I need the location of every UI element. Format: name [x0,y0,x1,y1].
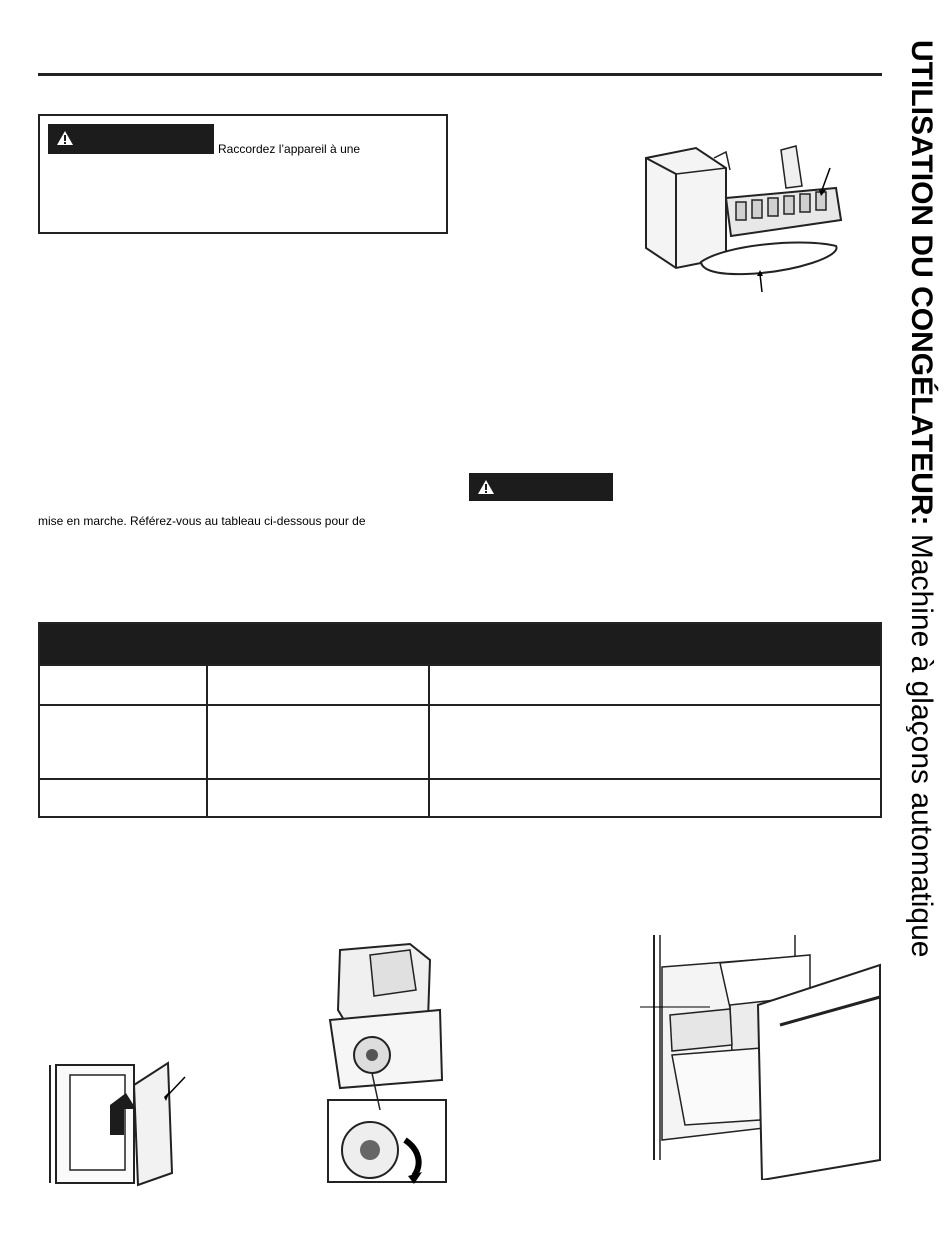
side-title-regular: Machine à glaçons automatique [905,533,938,958]
table-row [39,665,881,705]
warning-text: Raccordez l’appareil à une [218,142,361,156]
freezer-drawer-illustration [640,935,885,1180]
table-header [39,623,881,665]
warning-triangle-icon [56,130,74,146]
header-rule [38,73,882,76]
table-row [39,705,881,779]
ice-maker-illustration [636,140,846,296]
door-panel-illustration [40,1055,200,1190]
warning-label [48,124,214,154]
side-title-bold: UTILISATION DU CONGÉLATEUR: [905,40,938,526]
warning-triangle-icon [477,479,495,495]
ice-maker-table [38,622,882,818]
body-text-line: mise en marche. Référez-vous au tableau ci-dessous pour de [38,514,366,528]
ice-maker-detail-illustration [310,940,450,1185]
caution-label [469,473,613,501]
table-row [39,779,881,817]
section-side-title [899,40,943,1030]
